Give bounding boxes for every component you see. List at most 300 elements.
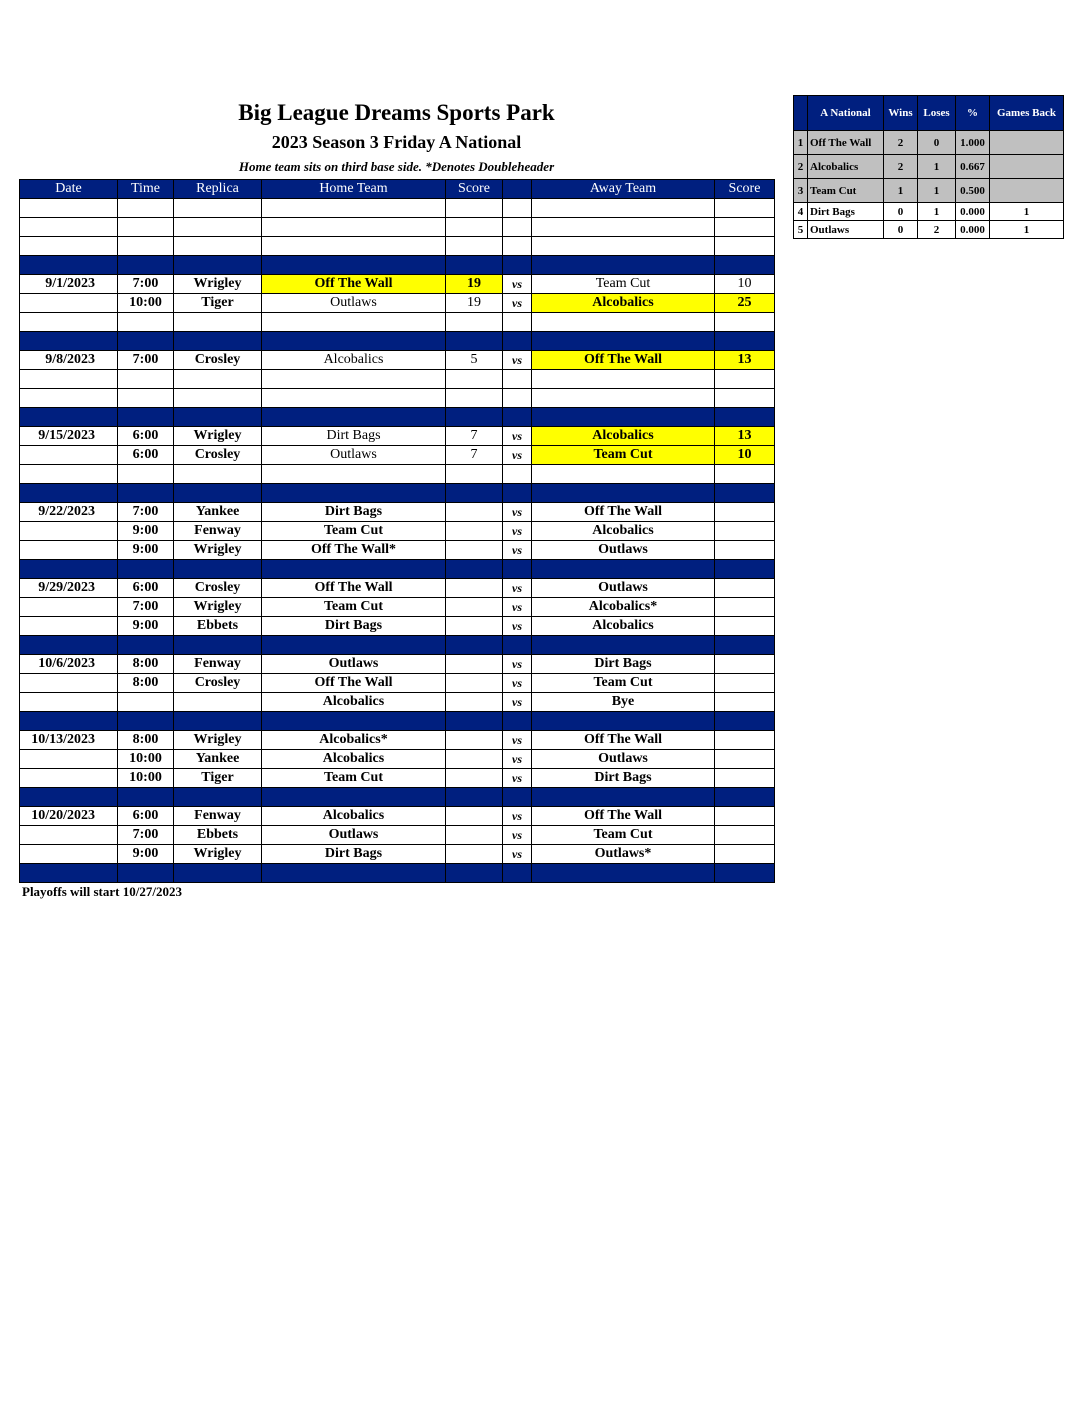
standing-games-back-cell: 1 — [990, 221, 1064, 239]
blank-cell — [446, 465, 503, 484]
away-score-cell — [715, 598, 775, 617]
away-team-cell: Dirt Bags — [532, 655, 715, 674]
game-field-cell: Crosley — [174, 674, 262, 693]
separator-cell — [715, 712, 775, 731]
standing-rank-cell: 3 — [794, 179, 808, 203]
home-team-cell: Team Cut — [262, 522, 446, 541]
vs-cell: vs — [503, 731, 532, 750]
blank-cell — [174, 389, 262, 408]
season-subtitle: 2023 Season 3 Friday A National — [271, 132, 522, 152]
separator-cell — [715, 788, 775, 807]
game-row — [20, 541, 775, 560]
game-time-cell: 7:00 — [118, 598, 174, 617]
separator-cell — [20, 408, 118, 427]
separator-cell — [503, 864, 532, 883]
standing-rank-cell: 5 — [794, 221, 808, 239]
away-team-cell: Off The Wall — [532, 503, 715, 522]
away-team-cell: Off The Wall — [532, 731, 715, 750]
game-date-cell — [20, 294, 118, 313]
game-row — [20, 294, 775, 313]
home-team-cell: Alcobalics* — [262, 731, 446, 750]
separator-cell — [118, 864, 174, 883]
blank-cell — [503, 370, 532, 389]
separator-cell — [715, 636, 775, 655]
separator-cell — [532, 560, 715, 579]
game-field-cell: Crosley — [174, 446, 262, 465]
blank-row — [20, 199, 775, 218]
home-team-cell: Outlaws — [262, 446, 446, 465]
home-team-cell: Off The Wall — [262, 275, 446, 294]
separator-cell — [118, 408, 174, 427]
separator-cell — [118, 256, 174, 275]
blank-cell — [262, 370, 446, 389]
game-row — [20, 826, 775, 845]
home-score-cell — [446, 769, 503, 788]
standing-team-cell: Team Cut — [808, 179, 884, 203]
home-score-cell — [446, 598, 503, 617]
blank-cell — [174, 237, 262, 256]
col-away-team: Away Team — [532, 180, 715, 199]
standings-row — [794, 203, 1064, 221]
away-team-cell: Alcobalics — [532, 522, 715, 541]
game-time-cell: 9:00 — [118, 541, 174, 560]
home-score-cell: 19 — [446, 275, 503, 294]
away-team-cell: Outlaws* — [532, 845, 715, 864]
col-home-score: Score — [446, 180, 503, 199]
week-separator-row — [20, 712, 775, 731]
game-field-cell: Fenway — [174, 522, 262, 541]
home-score-cell — [446, 693, 503, 712]
separator-cell — [174, 256, 262, 275]
away-team-cell: Alcobalics* — [532, 598, 715, 617]
away-team-cell: Off The Wall — [532, 807, 715, 826]
away-team-cell: Team Cut — [532, 826, 715, 845]
away-score-cell — [715, 674, 775, 693]
separator-cell — [532, 256, 715, 275]
vs-cell: vs — [503, 807, 532, 826]
away-score-cell: 13 — [715, 351, 775, 370]
away-score-cell — [715, 769, 775, 788]
game-row — [20, 503, 775, 522]
standings-col-loses: Loses — [918, 96, 956, 131]
separator-cell — [446, 332, 503, 351]
separator-cell — [503, 712, 532, 731]
away-team-cell: Team Cut — [532, 446, 715, 465]
separator-cell — [532, 712, 715, 731]
separator-cell — [174, 332, 262, 351]
blank-cell — [532, 237, 715, 256]
home-score-cell — [446, 807, 503, 826]
blank-cell — [503, 313, 532, 332]
standings-col-rank — [794, 96, 808, 131]
away-score-cell: 10 — [715, 275, 775, 294]
vs-cell: vs — [503, 541, 532, 560]
standings-row — [794, 155, 1064, 179]
home-team-cell: Alcobalics — [262, 807, 446, 826]
vs-cell: vs — [503, 294, 532, 313]
separator-cell — [532, 864, 715, 883]
game-field-cell: Yankee — [174, 503, 262, 522]
blank-cell — [532, 218, 715, 237]
game-field-cell: Wrigley — [174, 541, 262, 560]
vs-cell: vs — [503, 769, 532, 788]
game-time-cell: 9:00 — [118, 845, 174, 864]
col-time: Time — [118, 180, 174, 199]
separator-cell — [20, 788, 118, 807]
game-field-cell: Ebbets — [174, 826, 262, 845]
home-score-cell: 7 — [446, 427, 503, 446]
separator-cell — [118, 636, 174, 655]
home-team-cell: Dirt Bags — [262, 427, 446, 446]
standing-loses-cell: 1 — [918, 179, 956, 203]
separator-cell — [446, 864, 503, 883]
game-date-cell: 10/20/2023 — [20, 807, 118, 826]
standing-rank-cell: 1 — [794, 131, 808, 155]
game-date-cell — [20, 769, 118, 788]
game-time-cell: 7:00 — [118, 503, 174, 522]
vs-cell: vs — [503, 826, 532, 845]
separator-cell — [20, 560, 118, 579]
away-team-cell: Team Cut — [532, 275, 715, 294]
blank-cell — [118, 370, 174, 389]
separator-cell — [20, 332, 118, 351]
game-date-cell — [20, 845, 118, 864]
separator-cell — [715, 408, 775, 427]
blank-row — [20, 465, 775, 484]
vs-cell: vs — [503, 750, 532, 769]
standing-games-back-cell: 1 — [990, 203, 1064, 221]
standing-team-cell: Off The Wall — [808, 131, 884, 155]
separator-cell — [446, 636, 503, 655]
blank-cell — [262, 389, 446, 408]
game-date-cell: 10/6/2023 — [20, 655, 118, 674]
separator-cell — [446, 256, 503, 275]
home-team-cell: Outlaws — [262, 655, 446, 674]
schedule-body — [20, 199, 775, 883]
game-row — [20, 750, 775, 769]
blank-cell — [715, 465, 775, 484]
standing-loses-cell: 0 — [918, 131, 956, 155]
blank-cell — [20, 313, 118, 332]
standing-wins-cell: 1 — [884, 179, 918, 203]
game-field-cell: Ebbets — [174, 617, 262, 636]
separator-cell — [262, 560, 446, 579]
game-date-cell: 9/15/2023 — [20, 427, 118, 446]
home-team-cell: Off The Wall — [262, 579, 446, 598]
away-team-cell: Off The Wall — [532, 351, 715, 370]
blank-row — [20, 237, 775, 256]
blank-cell — [118, 465, 174, 484]
away-score-cell — [715, 522, 775, 541]
game-time-cell: 9:00 — [118, 522, 174, 541]
blank-cell — [262, 313, 446, 332]
standing-team-cell: Dirt Bags — [808, 203, 884, 221]
standings-row — [794, 221, 1064, 239]
game-field-cell: Wrigley — [174, 275, 262, 294]
game-field-cell: Wrigley — [174, 731, 262, 750]
away-score-cell — [715, 693, 775, 712]
standings-header-row — [794, 96, 1064, 131]
game-field-cell: Wrigley — [174, 598, 262, 617]
standing-team-cell: Outlaws — [808, 221, 884, 239]
separator-cell — [532, 332, 715, 351]
blank-cell — [532, 389, 715, 408]
standing-pct-cell: 0.000 — [956, 203, 990, 221]
separator-cell — [532, 788, 715, 807]
separator-cell — [20, 712, 118, 731]
standing-wins-cell: 0 — [884, 221, 918, 239]
game-time-cell: 10:00 — [118, 769, 174, 788]
blank-cell — [715, 199, 775, 218]
game-date-cell: 9/8/2023 — [20, 351, 118, 370]
game-row — [20, 598, 775, 617]
col-vs — [503, 180, 532, 199]
away-team-cell: Outlaws — [532, 579, 715, 598]
standings-col-games-back: Games Back — [990, 96, 1064, 131]
away-score-cell — [715, 731, 775, 750]
blank-cell — [20, 389, 118, 408]
vs-cell: vs — [503, 351, 532, 370]
blank-cell — [446, 370, 503, 389]
home-score-cell — [446, 541, 503, 560]
separator-cell — [532, 636, 715, 655]
vs-cell: vs — [503, 522, 532, 541]
separator-cell — [503, 256, 532, 275]
vs-cell: vs — [503, 503, 532, 522]
separator-cell — [262, 332, 446, 351]
standings-table — [793, 95, 1064, 239]
game-time-cell: 6:00 — [118, 427, 174, 446]
blank-cell — [118, 218, 174, 237]
blank-cell — [174, 199, 262, 218]
game-field-cell: Fenway — [174, 807, 262, 826]
away-score-cell — [715, 541, 775, 560]
vs-cell: vs — [503, 845, 532, 864]
separator-cell — [715, 864, 775, 883]
col-replica: Replica — [174, 180, 262, 199]
game-date-cell — [20, 750, 118, 769]
separator-cell — [503, 560, 532, 579]
separator-cell — [532, 408, 715, 427]
standing-loses-cell: 2 — [918, 221, 956, 239]
blank-cell — [503, 218, 532, 237]
separator-cell — [262, 712, 446, 731]
separator-cell — [262, 636, 446, 655]
separator-cell — [174, 864, 262, 883]
separator-cell — [715, 484, 775, 503]
home-team-cell: Outlaws — [262, 826, 446, 845]
blank-cell — [503, 465, 532, 484]
week-separator-row — [20, 332, 775, 351]
blank-cell — [446, 313, 503, 332]
separator-cell — [20, 636, 118, 655]
blank-cell — [262, 218, 446, 237]
separator-cell — [118, 560, 174, 579]
blank-cell — [118, 313, 174, 332]
blank-cell — [118, 389, 174, 408]
standings-col-division: A National — [808, 96, 884, 131]
away-team-cell: Alcobalics — [532, 617, 715, 636]
separator-cell — [118, 712, 174, 731]
standing-games-back-cell — [990, 155, 1064, 179]
game-time-cell: 6:00 — [118, 807, 174, 826]
blank-cell — [20, 237, 118, 256]
game-row — [20, 351, 775, 370]
week-separator-row — [20, 408, 775, 427]
week-separator-row — [20, 484, 775, 503]
schedule-table — [19, 179, 775, 883]
away-score-cell — [715, 503, 775, 522]
standing-pct-cell: 1.000 — [956, 131, 990, 155]
separator-cell — [118, 484, 174, 503]
game-time-cell: 10:00 — [118, 294, 174, 313]
away-score-cell — [715, 807, 775, 826]
game-row — [20, 731, 775, 750]
col-away-score: Score — [715, 180, 775, 199]
game-row — [20, 807, 775, 826]
game-row — [20, 769, 775, 788]
playoffs-note: Playoffs will start 10/27/2023 — [22, 884, 182, 899]
separator-cell — [262, 484, 446, 503]
game-field-cell: Wrigley — [174, 845, 262, 864]
separator-cell — [20, 864, 118, 883]
page-title: Big League Dreams Sports Park — [238, 100, 555, 125]
game-date-cell — [20, 598, 118, 617]
separator-cell — [715, 560, 775, 579]
home-score-cell: 19 — [446, 294, 503, 313]
game-field-cell — [174, 693, 262, 712]
game-row — [20, 579, 775, 598]
vs-cell: vs — [503, 617, 532, 636]
away-team-cell: Bye — [532, 693, 715, 712]
separator-cell — [262, 408, 446, 427]
blank-cell — [715, 313, 775, 332]
game-date-cell — [20, 446, 118, 465]
away-score-cell: 25 — [715, 294, 775, 313]
home-score-cell: 7 — [446, 446, 503, 465]
separator-cell — [174, 484, 262, 503]
game-time-cell: 6:00 — [118, 446, 174, 465]
standings-col-pct: % — [956, 96, 990, 131]
game-date-cell: 10/13/2023 — [20, 731, 118, 750]
away-score-cell: 13 — [715, 427, 775, 446]
separator-cell — [174, 636, 262, 655]
game-time-cell: 7:00 — [118, 275, 174, 294]
blank-cell — [503, 389, 532, 408]
home-team-cell: Dirt Bags — [262, 845, 446, 864]
blank-cell — [503, 199, 532, 218]
home-team-cell: Outlaws — [262, 294, 446, 313]
game-date-cell — [20, 541, 118, 560]
standing-pct-cell: 0.000 — [956, 221, 990, 239]
standings-body — [794, 131, 1064, 239]
vs-cell: vs — [503, 693, 532, 712]
home-score-cell: 5 — [446, 351, 503, 370]
separator-cell — [446, 560, 503, 579]
game-time-cell: 6:00 — [118, 579, 174, 598]
game-field-cell: Fenway — [174, 655, 262, 674]
game-time-cell: 7:00 — [118, 351, 174, 370]
standing-pct-cell: 0.667 — [956, 155, 990, 179]
game-row — [20, 522, 775, 541]
vs-cell: vs — [503, 598, 532, 617]
game-date-cell — [20, 674, 118, 693]
standing-wins-cell: 2 — [884, 131, 918, 155]
vs-cell: vs — [503, 579, 532, 598]
game-field-cell: Crosley — [174, 351, 262, 370]
blank-cell — [715, 370, 775, 389]
home-score-cell — [446, 617, 503, 636]
home-score-cell — [446, 503, 503, 522]
standing-pct-cell: 0.500 — [956, 179, 990, 203]
standings-row — [794, 179, 1064, 203]
blank-row — [20, 313, 775, 332]
separator-cell — [503, 636, 532, 655]
blank-cell — [446, 389, 503, 408]
game-field-cell: Tiger — [174, 294, 262, 313]
separator-cell — [174, 788, 262, 807]
game-row — [20, 427, 775, 446]
game-field-cell: Crosley — [174, 579, 262, 598]
away-team-cell: Alcobalics — [532, 294, 715, 313]
blank-cell — [446, 199, 503, 218]
blank-cell — [174, 465, 262, 484]
home-score-cell — [446, 579, 503, 598]
standing-rank-cell: 4 — [794, 203, 808, 221]
standing-games-back-cell — [990, 131, 1064, 155]
blank-cell — [532, 370, 715, 389]
home-team-cell: Dirt Bags — [262, 617, 446, 636]
game-row — [20, 693, 775, 712]
away-team-cell: Dirt Bags — [532, 769, 715, 788]
week-separator-row — [20, 560, 775, 579]
game-date-cell — [20, 617, 118, 636]
away-team-cell: Outlaws — [532, 541, 715, 560]
away-score-cell — [715, 655, 775, 674]
game-time-cell: 10:00 — [118, 750, 174, 769]
blank-cell — [715, 389, 775, 408]
game-row — [20, 275, 775, 294]
separator-cell — [503, 332, 532, 351]
separator-cell — [174, 560, 262, 579]
game-date-cell — [20, 522, 118, 541]
blank-cell — [262, 199, 446, 218]
blank-cell — [446, 218, 503, 237]
vs-cell: vs — [503, 674, 532, 693]
home-team-cell: Team Cut — [262, 598, 446, 617]
vs-cell: vs — [503, 275, 532, 294]
game-date-cell: 9/29/2023 — [20, 579, 118, 598]
game-row — [20, 617, 775, 636]
standing-team-cell: Alcobalics — [808, 155, 884, 179]
separator-cell — [262, 788, 446, 807]
blank-row — [20, 370, 775, 389]
away-team-cell: Team Cut — [532, 674, 715, 693]
home-score-cell — [446, 731, 503, 750]
home-team-cell: Alcobalics — [262, 693, 446, 712]
blank-cell — [20, 199, 118, 218]
blank-cell — [262, 465, 446, 484]
home-team-cell: Off The Wall* — [262, 541, 446, 560]
separator-cell — [503, 408, 532, 427]
home-score-cell — [446, 826, 503, 845]
blank-cell — [20, 370, 118, 389]
separator-cell — [118, 788, 174, 807]
game-date-cell: 9/1/2023 — [20, 275, 118, 294]
home-team-cell: Alcobalics — [262, 351, 446, 370]
blank-cell — [118, 199, 174, 218]
schedule-note: Home team sits on third base side. *Denotes Doubleheader — [238, 159, 555, 174]
